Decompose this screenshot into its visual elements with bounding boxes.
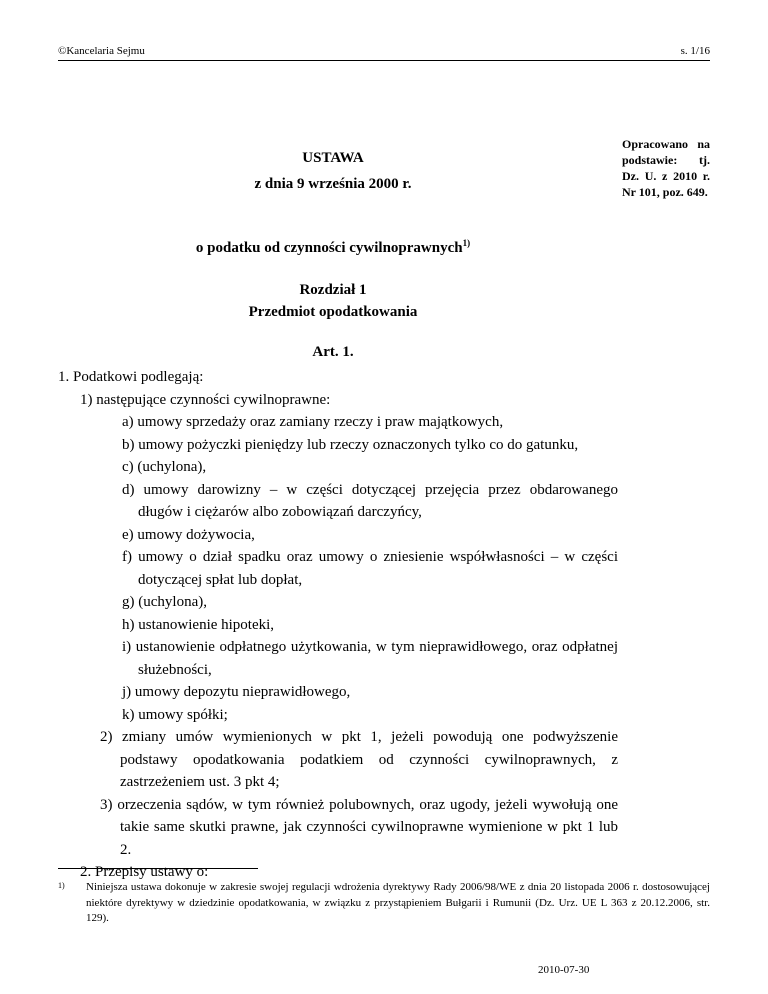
side-note: Opracowano na podstawie: tj. Dz. U. z 2010 r. Nr 101, poz. 649. bbox=[622, 137, 710, 199]
footnote-ref: 1) bbox=[462, 238, 471, 248]
footnote-mark: 1) bbox=[58, 881, 65, 890]
item-d: d) umowy darowizny – w części dotyczącej przejęcia przez obdarowanego długów i ciężarów albo zobowiązań darczyńcy, bbox=[122, 481, 618, 520]
act-type: USTAWA bbox=[302, 150, 364, 166]
item-h: h) ustanowienie hipoteki, bbox=[122, 616, 275, 633]
item-g: g) (uchylona), bbox=[122, 594, 207, 610]
header-divider bbox=[58, 60, 710, 61]
item-e: e) umowy dożywocia, bbox=[122, 526, 255, 543]
header-page-number: s. 1/16 bbox=[680, 45, 710, 57]
date-stamp: 2010-07-30 bbox=[538, 964, 590, 976]
item-j: j) umowy depozytu nieprawidłowego, bbox=[122, 684, 351, 700]
header-publisher: ©Kancelaria Sejmu bbox=[58, 45, 145, 57]
act-date: z dnia 9 września 2000 r. bbox=[254, 176, 412, 192]
paragraph-2: 2. Przepisy ustawy o: bbox=[80, 864, 209, 880]
act-subject bbox=[58, 238, 608, 257]
item-f: f) umowy o dział spadku oraz umowy o zniesienie współwłasności – w części dotyczącej spłat lub dopłat, bbox=[122, 549, 618, 588]
act-subject-text: o podatku od czynności cywilnoprawnych bbox=[195, 240, 463, 256]
item-i: i) ustanowienie odpłatnego użytkowania, w tym nieprawidłowego, oraz odpłatnej służebności, bbox=[122, 639, 618, 678]
item-a: a) umowy sprzedaży oraz zamiany rzeczy i praw majątkowych, bbox=[122, 414, 504, 430]
footnote-divider bbox=[58, 868, 258, 869]
point-3: 3) orzeczenia sądów, w tym również polubownych, oraz ugody, jeżeli wywołują one takie same skutki prawne, jak czynności cywilnoprawne wymienione w pkt 1 lub 2. bbox=[100, 796, 618, 858]
point-1: 1) następujące czynności cywilnoprawne: bbox=[80, 391, 331, 408]
footnote bbox=[58, 880, 710, 927]
article-body bbox=[58, 366, 618, 884]
chapter-title: Przedmiot opodatkowania bbox=[248, 304, 418, 320]
item-b: b) umowy pożyczki pieniędzy lub rzeczy oznaczonych tylko co do gatunku, bbox=[122, 436, 579, 453]
chapter-number: Rozdział 1 bbox=[299, 282, 367, 298]
item-c: c) (uchylona), bbox=[122, 459, 207, 475]
item-k: k) umowy spółki; bbox=[122, 706, 228, 723]
point-2: 2) zmiany umów wymienionych w pkt 1, jeżeli powodują one podwyższenie podstawy opodatkowania podatkiem od czynności cywilnoprawnych, z zastrzeżeniem ust. 3 pkt 4; bbox=[100, 729, 618, 790]
paragraph-1: 1. Podatkowi podlegają: bbox=[58, 369, 204, 385]
article-label: Art. 1. bbox=[312, 344, 354, 360]
footnote-text: Niniejsza ustawa dokonuje w zakresie swojej regulacji wdrożenia dyrektywy Rady 2006/98/WE z dnia 20 listopada 2006 r. dostosowującej niektóre dyrektywy w dziedzinie opodatkowania, w związku z przystąpieniem Bułgarii i Rumunii (Dz. Urz. UE L 363 z 20.12.2006, str. 129). bbox=[86, 881, 710, 924]
